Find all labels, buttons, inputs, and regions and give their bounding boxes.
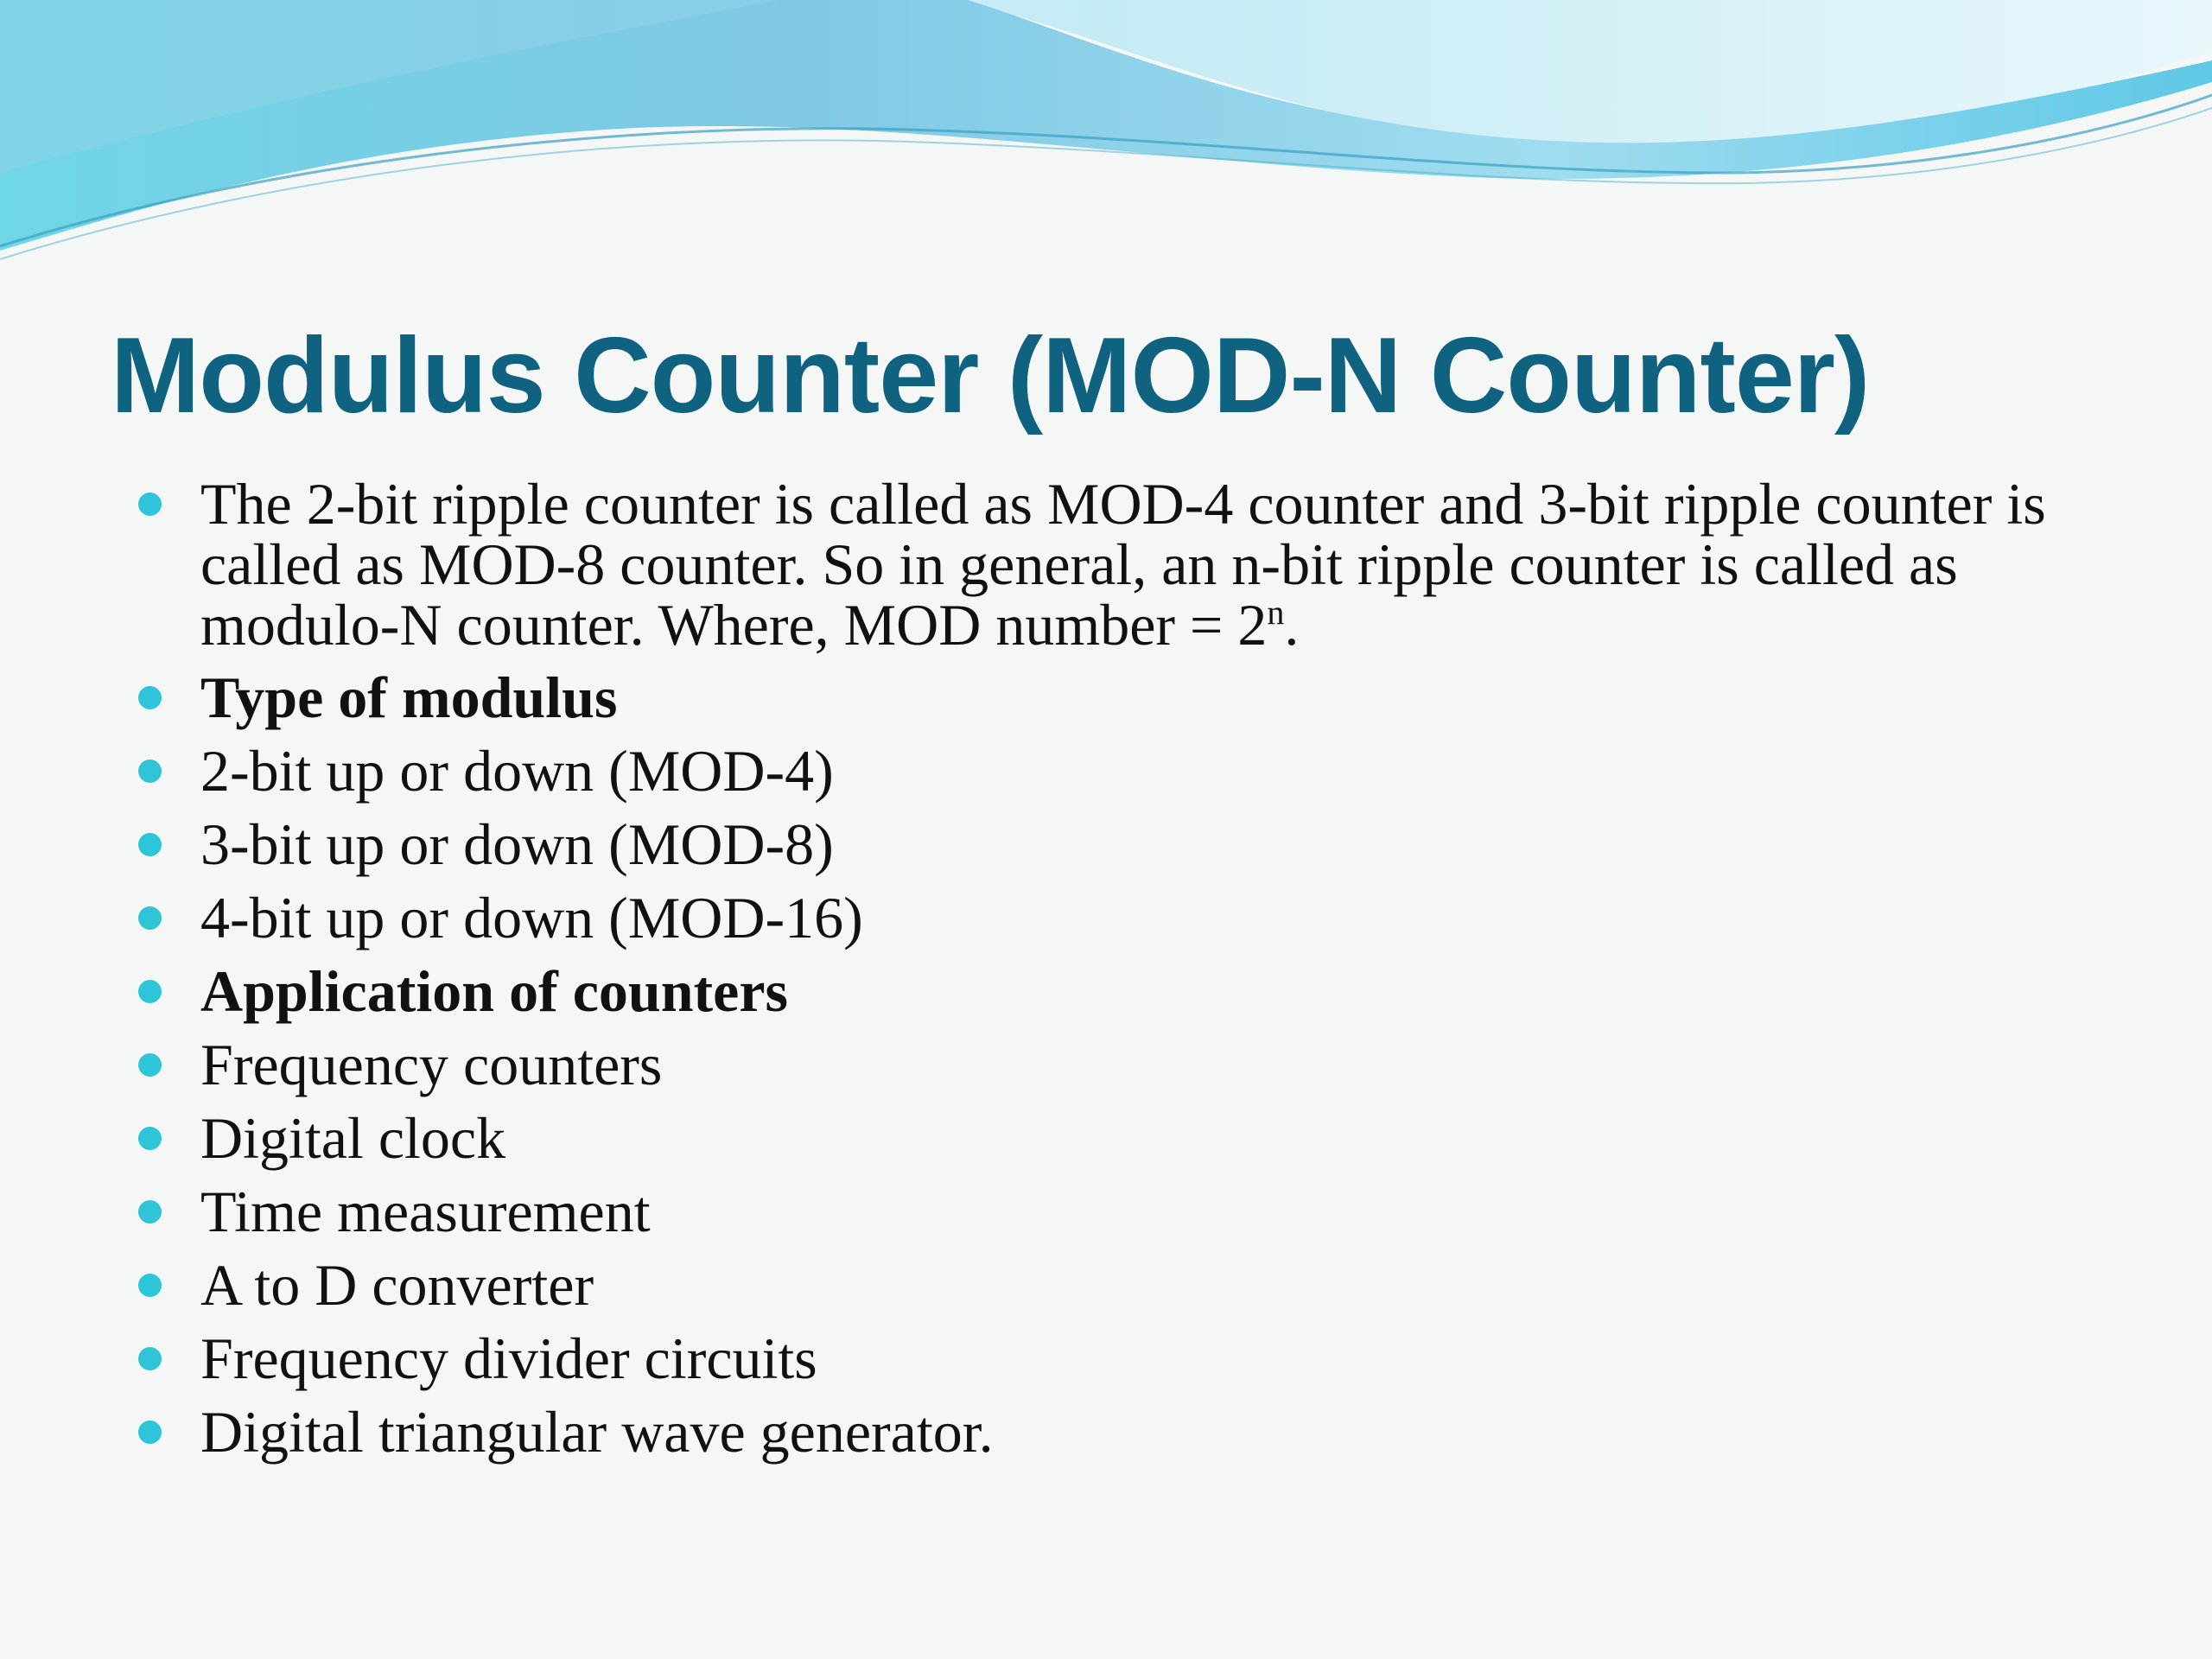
bullet-3bit xyxy=(138,811,2126,877)
bullet-intro xyxy=(138,471,2126,658)
bullet-list xyxy=(138,471,2126,1475)
bullet-application-of-counters xyxy=(138,958,2126,1024)
bullet-dot-icon xyxy=(138,1053,162,1077)
header-wave-decoration xyxy=(0,0,2212,276)
bullet-label: 4-bit up or down (MOD-16) xyxy=(200,885,863,950)
bullet-digital-clock xyxy=(138,1105,2126,1171)
bullet-label: Digital triangular wave generator. xyxy=(200,1399,994,1465)
bullet-label: 2-bit up or down (MOD-4) xyxy=(200,738,834,804)
bullet-label: Frequency counters xyxy=(200,1032,663,1097)
bullet-dot-icon xyxy=(138,1274,162,1297)
bullet-dot-icon xyxy=(138,760,162,783)
bullet-dot-icon xyxy=(138,686,162,709)
intro-superscript: n xyxy=(1267,593,1285,632)
bullet-dot-icon xyxy=(138,906,162,930)
bullet-dot-icon xyxy=(138,1421,162,1444)
bullet-label: 3-bit up or down (MOD-8) xyxy=(200,811,834,877)
intro-text xyxy=(200,471,2046,658)
bullet-label: Application of counters xyxy=(200,958,788,1024)
bullet-label: Frequency divider circuits xyxy=(200,1325,817,1391)
intro-main: The 2-bit ripple counter is called as MOD-4 counter and 3-bit ripple counter is called as MOD-8 counter. So in general, an n-bit ripple counter is called as modulo-N counter. Where, MOD number = 2 xyxy=(200,471,2046,658)
bullet-dot-icon xyxy=(138,980,162,1003)
bullet-2bit xyxy=(138,738,2126,804)
bullet-label: Digital clock xyxy=(200,1105,506,1171)
bullet-type-of-modulus xyxy=(138,664,2126,730)
bullet-4bit xyxy=(138,887,2126,948)
bullet-frequency-counters xyxy=(138,1034,2126,1095)
bullet-dot-icon xyxy=(138,1127,162,1150)
bullet-triangular-wave-generator xyxy=(138,1399,2126,1465)
bullet-a-to-d-converter xyxy=(138,1252,2126,1318)
bullet-dot-icon xyxy=(138,1200,162,1224)
bullet-label: Time measurement xyxy=(200,1179,651,1244)
bullet-dot-icon xyxy=(138,1347,162,1370)
bullet-frequency-divider xyxy=(138,1325,2126,1391)
bullet-dot-icon xyxy=(138,833,162,856)
bullet-label: A to D converter xyxy=(200,1252,594,1318)
bullet-label: Type of modulus xyxy=(200,664,618,730)
bullet-time-measurement xyxy=(138,1181,2126,1242)
intro-suffix: . xyxy=(1284,592,1300,658)
slide-title: Modulus Counter (MOD-N Counter) xyxy=(111,316,1870,435)
bullet-dot-icon xyxy=(138,493,162,516)
